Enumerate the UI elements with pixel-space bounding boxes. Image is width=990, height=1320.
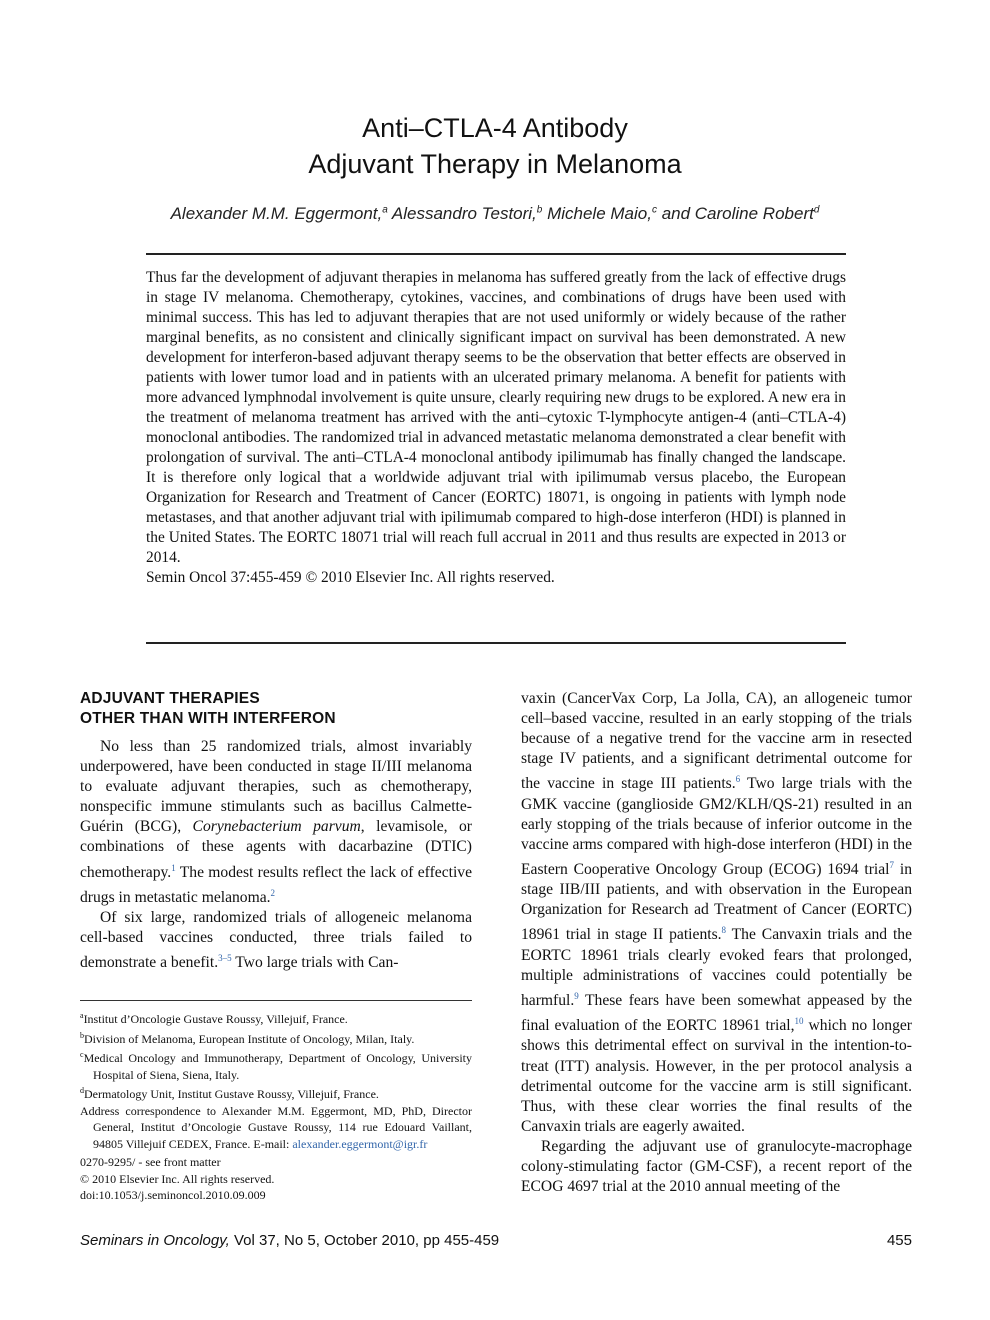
text-run: The modest results reflect the lack of effective drugs in metastatic melanoma. xyxy=(80,863,472,907)
reference-link[interactable]: 9 xyxy=(574,990,579,1001)
email-link[interactable]: alexander.eggermont@igr.fr xyxy=(292,1136,428,1151)
issn-line: 0270-9295/ - see front matter xyxy=(80,1155,221,1169)
text-run: Two large trials with Can- xyxy=(231,954,399,972)
right-column xyxy=(521,689,912,1197)
reference-link[interactable]: 2 xyxy=(270,887,276,898)
body-paragraph: Regarding the adjuvant use of granulocyte-macrophage colony-stimulating factor (GM-CSF), a recent report of the ECOG 4697 trial at the 2010 annual meeting of the xyxy=(521,1137,912,1196)
text-run: vaxin (CancerVax Corp, La Jolla, CA), an allogeneic tumor cell–based vaccine, resulted in an early stopping of the trials because of a negative trend for the vaccine arm in resected stage IV patients, and a significant detrimental outcome for the vaccine in stage III patients. xyxy=(521,690,912,793)
correspondence-address xyxy=(80,1103,472,1153)
section-heading xyxy=(80,689,472,729)
affiliation-text: Division of Melanoma, European Institute of Oncology, Milan, Italy. xyxy=(84,1031,415,1046)
abstract-top-rule xyxy=(146,253,846,255)
affiliation-text: Institut d’Oncologie Gustave Roussy, Villejuif, France. xyxy=(83,1012,348,1026)
body-paragraph xyxy=(80,908,472,973)
abstract-text: Thus far the development of adjuvant therapies in melanoma has suffered greatly from the lack of effective drugs in stage IV melanoma. Chemotherapy, cytokines, vaccines, and combinations of drugs have been used with minimal success. This has led to adjuvant therapies that are not used uniformly or widely because of the rather marginal benefits, as no consistent and clinically significant impact on survival has been demonstrated. A new development for interferon-based adjuvant therapy seems to be the observation that better effects are observed in patients with lower tumor load and in patients with an ulcerated primary melanoma. A benefit for patients with more advanced lymphnodal involvement is quite unsure, clearly requiring new drugs to be explored. A new era in the treatment of melanoma treatment has arrived with the anti–cytoxic T-lymphocyte antigen-4 (anti–CTLA-4) monoclonal antibodies. The randomized trial in advanced metastatic melanoma demonstrated a clear benefit with prolongation of survival. The anti–CTLA-4 monoclonal antibody ipilimumab has finally changed the landscape. It is therefore only logical that a worldwide adjuvant trial with ipilimumab versus placebo, the European Organization for Research and Treatment of Cancer (EORTC) 18071, is ongoing in patients with lymph node metastases, and that another adjuvant trial with ipilimumab compared to high-dose interferon (HDI) is planned in the United States. The EORTC 18071 trial will reach full accrual in 2011 and thus results are expected in 2013 or 2014. xyxy=(146,269,846,566)
author-list xyxy=(0,204,990,224)
abstract-bottom-rule xyxy=(146,642,846,644)
author-name: Alexander M.M. Eggermont, xyxy=(170,204,383,223)
reference-link[interactable]: 1 xyxy=(171,862,176,873)
left-column xyxy=(80,689,472,974)
affiliation-text: Medical Oncology and Immunotherapy, Department of Oncology, University Hospital of Siena, Siena, Italy. xyxy=(83,1051,472,1082)
affiliation-footnote: $^d$Dermatology Unit, Institut Gustave Roussy, Villejuif, France. xyxy=(80,1086,379,1101)
reference-link[interactable]: 6 xyxy=(735,774,741,785)
affiliation-footnote: $^b$Division of Melanoma, European Institute of Oncology, Milan, Italy. xyxy=(80,1030,415,1046)
text-run: The Canvaxin trials and the EORTC 18961 trials clearly evoked fears that prolonged, multiple administrations of vaccines could potentially be harmful. xyxy=(521,926,913,1010)
reference-link[interactable]: 7 xyxy=(889,859,895,870)
text-run: Two large trials with the GMK vaccine (ganglioside GM2/KLH/QS-21) resulted in an early stopping of the trials because of inferior outcome in the vaccine arms compared with high-dose interferon (HDI) in the Eastern Cooperative Oncology Group (ECOG) 1694 trial xyxy=(521,775,912,879)
section-heading-line-1: ADJUVANT THERAPIES xyxy=(80,690,260,707)
footnotes xyxy=(80,1008,472,1204)
affiliation-footnote: $^a$Institut d’Oncologie Gustave Roussy, Villejuif, France. xyxy=(80,1011,348,1026)
section-heading-line-2: OTHER THAN WITH INTERFERON xyxy=(80,710,336,727)
abstract xyxy=(146,268,846,588)
species-name: Corynebacterium parvum xyxy=(192,818,361,836)
affiliation-text: Dermatology Unit, Institut Gustave Roussy, Villejuif, France. xyxy=(84,1087,379,1101)
affiliation-footnote: $^c$Medical Oncology and Immunotherapy, Department of Oncology, University Hospital of Siena, Siena, Italy. xyxy=(80,1050,472,1082)
body-paragraph xyxy=(80,737,472,908)
text-run: These fears have been somewhat appeased by the final evaluation of the EORTC 18961 trial, xyxy=(521,992,912,1035)
doi-line: doi:10.1053/j.seminoncol.2010.09.009 xyxy=(80,1188,266,1202)
page-footer xyxy=(80,1232,912,1249)
reference-link[interactable]: 10 xyxy=(794,1016,804,1027)
author-affiliation-mark: a xyxy=(382,204,388,216)
body-paragraph xyxy=(521,689,912,1137)
address-text: Address correspondence to Alexander M.M. Eggermont, MD, PhD, Director General, Institut d’Oncologie Gustave Roussy, 114 rue Edouard Vaillant, 94805 Villejuif CEDEX, France. E-mail: xyxy=(80,1103,472,1151)
reference-link[interactable]: 8 xyxy=(721,925,727,936)
page-number: 455 xyxy=(886,1232,912,1249)
article-title xyxy=(0,110,990,182)
text-run: in stage IIB/III patients, and with observation in the European Organization for Research ad Treatment of Cancer (EORTC) 18961 trial in stage II patients. xyxy=(521,861,912,944)
text-run: No less than 25 randomized trials, almost invariably underpowered, have been conducted in stage II/III melanoma to evaluate adjuvant therapies, such as chemotherapy, nonspecific immune stimulants such as bacillus Calmette-Guérin (BCG), xyxy=(80,738,472,836)
author-name: and Caroline Robert xyxy=(661,204,814,223)
text-run: , levamisole, or combinations of these agents with dacarbazine (DTIC) chemotherapy. xyxy=(80,818,472,881)
text-run: which no longer shows this detrimental effect on survival in the intention-to-treat (ITT) analysis. However, in the per protocol analysis a detrimental outcome for the vaccine arm is still significant. Thus, with these clear worries the final results of the Canvaxin trials are eagerly awaited. xyxy=(521,1017,912,1135)
text-run: Of six large, randomized trials of allogeneic melanoma cell-based vaccines conducted, three trials failed to demonstrate a benefit. xyxy=(80,909,472,972)
footnote-rule xyxy=(80,1000,472,1001)
author-affiliation-mark: b xyxy=(536,204,543,216)
journal-details: Vol 37, No 5, October 2010, pp 455-459 xyxy=(229,1232,500,1249)
reference-link[interactable]: 3–5 xyxy=(218,953,232,964)
copyright-line: © 2010 Elsevier Inc. All rights reserved. xyxy=(80,1171,275,1186)
author-name: Alessandro Testori, xyxy=(391,204,537,223)
journal-name: Seminars in Oncology, xyxy=(80,1232,230,1249)
title-line-2: Adjuvant Therapy in Melanoma xyxy=(308,149,682,179)
abstract-citation: Semin Oncol 37:455-459 © 2010 Elsevier Inc. All rights reserved. xyxy=(146,569,555,586)
author-name: Michele Maio, xyxy=(547,204,652,223)
title-line-1: Anti–CTLA-4 Antibody xyxy=(362,113,628,143)
author-affiliation-mark: c xyxy=(651,204,657,216)
author-affiliation-mark: d xyxy=(813,204,820,216)
